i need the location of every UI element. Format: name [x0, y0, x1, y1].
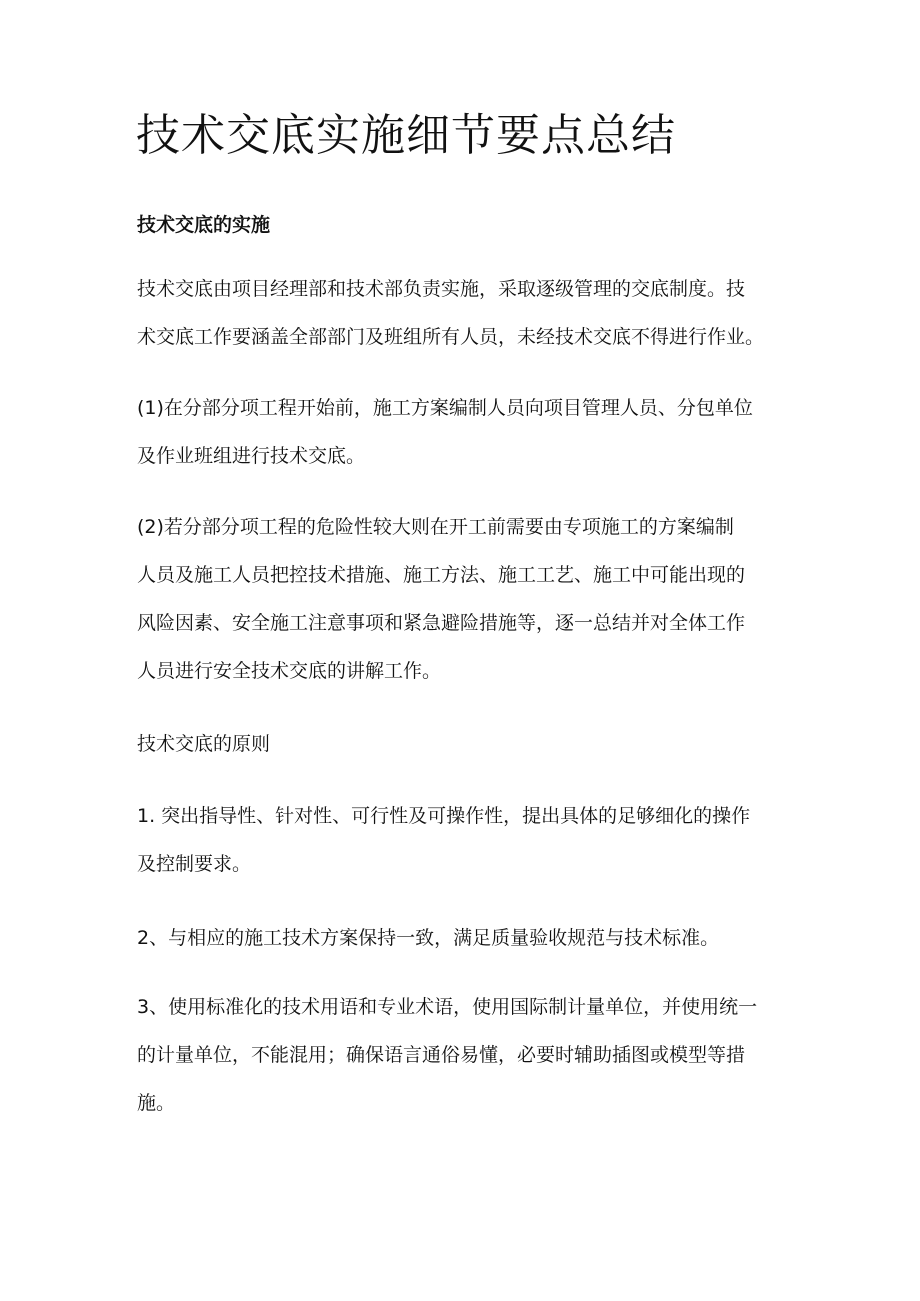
paragraph-line: 技术交底由项目经理部和技术部负责实施，采取逐级管理的交底制度。技 [137, 278, 746, 300]
paragraph-line: 3、使用标准化的技术用语和专业术语，使用国际制计量单位，并使用统一 [137, 996, 758, 1018]
paragraph-line: 施。 [137, 1092, 176, 1114]
paragraph-line: 人员及施工人员把控技术措施、施工方法、施工工艺、施工中可能出现的 [137, 564, 746, 586]
paragraph-item-2 [137, 503, 797, 695]
paragraph-line: (2)若分部分项工程的危险性较大则在开工前需要由专项施工的方案编制 [137, 516, 734, 538]
section-heading-text: 技术交底的实施 [137, 214, 271, 236]
paragraph-intro [137, 265, 797, 361]
paragraph-line: 及控制要求。 [137, 853, 252, 875]
paragraph-principle-1 [137, 792, 797, 888]
paragraph-principle-3 [137, 983, 797, 1127]
paragraph-line: 风险因素、安全施工注意事项和紧急避险措施等，逐一总结并对全体工作 [137, 612, 746, 634]
paragraph-line: 1. 突出指导性、针对性、可行性及可操作性，提出具体的足够细化的操作 [137, 805, 751, 827]
paragraph-item-1 [137, 384, 797, 480]
paragraph-principle-2 [137, 914, 797, 962]
paragraph-line: 术交底工作要涵盖全部部门及班组所有人员，未经技术交底不得进行作业。 [137, 326, 765, 348]
section-heading-text: 技术交底的原则 [137, 733, 271, 755]
page-title: 技术交底实施细节要点总结 [136, 110, 676, 161]
section-heading-principles [137, 720, 797, 768]
paragraph-line: 的计量单位，不能混用；确保语言通俗易懂，必要时辅助插图或模型等措 [137, 1044, 746, 1066]
paragraph-line: 及作业班组进行技术交底。 [137, 445, 366, 467]
paragraph-line: (1)在分部分项工程开始前，施工方案编制人员向项目管理人员、分包单位 [137, 397, 753, 419]
paragraph-line: 2、与相应的施工技术方案保持一致，满足质量验收规范与技术标准。 [137, 927, 720, 949]
section-heading-implementation [137, 201, 797, 249]
paragraph-line: 人员进行安全技术交底的讲解工作。 [137, 660, 442, 682]
